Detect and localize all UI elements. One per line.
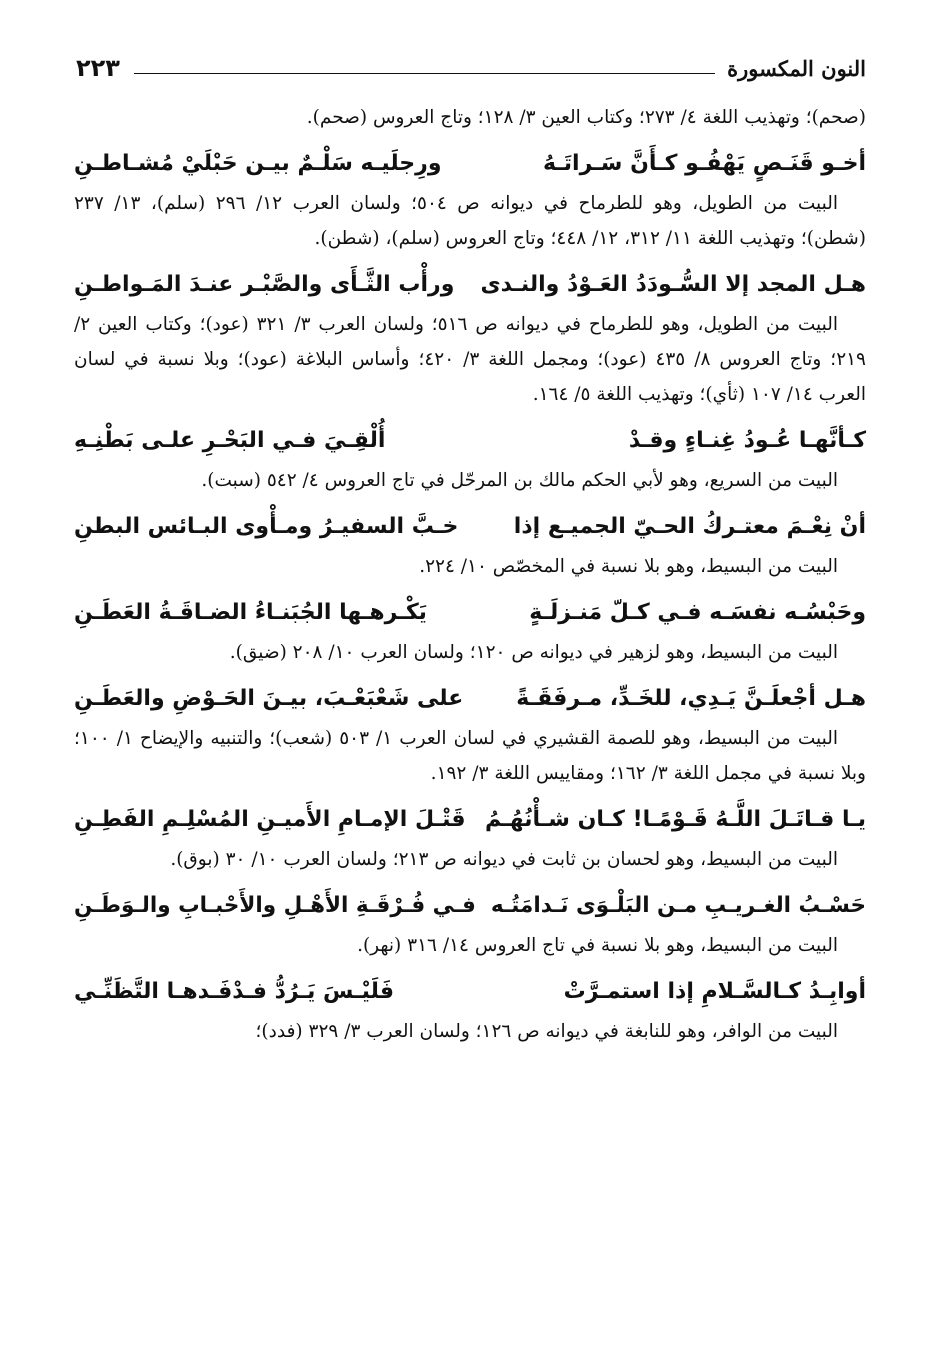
verse-source-note: البيت من الطويل، وهو للطرماح في ديوانه ص ٥١٦؛ ولسان العرب ٣/ ٣٢١ (عود)؛ وكتاب العين ٢/ ٢١٩؛ وتاج العروس ٨/ ٤٣٥ (عود)؛ ومجمل اللغة ٣/ ٤٢٠؛ وأساس البلاغة (عود)؛ وبلا نسبة في لسان العرب ١٤/ ١٠٧ (ثأي)؛ وتهذيب اللغة ٥/ ١٦٤. (74, 314, 866, 405)
verse-first-hemistich: هـل المجد إلا السُّـودَدُ العَـوْدُ والنـدى (480, 272, 866, 297)
verse-first-hemistich: هـل أجْعلَـنَّ يَـدِي، للخَـدِّ، مـرفَقَـةً (516, 686, 866, 711)
verse-entry (74, 591, 866, 670)
verse-source-note: البيت من البسيط، وهو بلا نسبة في المخصّص ١٠/ ٢٢٤. (419, 556, 838, 577)
verse-second-hemistich: قَتْـلَ الإمـامِ الأَميـنِ المُسْلِـمِ الفَطِـنِ (74, 807, 466, 832)
verse-first-hemistich: كـأنَّهـا عُـودُ غِنـاءٍ وقـدْ (628, 428, 866, 453)
verse-source-note: البيت من البسيط، وهو بلا نسبة في تاج العروس ١٤/ ٣١٦ (نهر). (357, 935, 838, 956)
continued-note: (صحم)؛ وتهذيب اللغة ٤/ ٢٧٣؛ وكتاب العين ٣/ ١٢٨؛ وتاج العروس (صحم). (306, 107, 866, 128)
verse-second-hemistich: ورأْب الثَّـأَى والصَّبْـر عنـدَ المَـواطـنِ (74, 272, 455, 297)
verse-entry (74, 142, 866, 256)
verse-entry (74, 798, 866, 877)
verse-source-note: البيت من البسيط، وهو لحسان بن ثابت في ديوانه ص ٢١٣؛ ولسان العرب ١٠/ ٣٠ (بوق). (170, 849, 838, 870)
verse-source-note: البيت من السريع، وهو لأبي الحكم مالك بن المرحّل في تاج العروس ٤/ ٥٤٢ (سبت). (201, 470, 838, 491)
page-body (74, 100, 866, 1055)
verse-entry (74, 263, 866, 412)
verse-entry (74, 970, 866, 1049)
poem-verse (74, 263, 866, 307)
poem-verse (74, 677, 866, 721)
poem-verse (74, 591, 866, 635)
verse-first-hemistich: أنْ نِعْـمَ معتـركُ الحـيّ الجميـع إذا (513, 514, 866, 539)
poem-verse (74, 505, 866, 549)
verse-second-hemistich: على شَعْبَعْـبَ، بيـنَ الحَـوْضِ والعَطَـنِ (74, 686, 464, 711)
header-rule (134, 73, 715, 74)
poem-verse (74, 798, 866, 842)
verse-second-hemistich: ورِجلَيـه سَلْـمٌ بيـن حَبْلَيْ مُشـاطـنِ (74, 151, 442, 176)
verse-first-hemistich: وحَبْسُـه نفسَـه فـي كـلّ مَنـزلَـةٍ (529, 600, 866, 625)
verse-second-hemistich: أُلْقِـيَ فـي البَحْـرِ علـى بَطْنِـهِ (74, 428, 386, 453)
verse-first-hemistich: أخـو قَنَـصٍ يَهْفُـو كـأَنَّ سَـراتَـهُ (542, 151, 866, 176)
chapter-title: النون المكسورة (727, 55, 866, 81)
verse-first-hemistich: حَسْـبُ الغـريـبِ مـن البَلْـوَى نَـدامَتُـه (490, 893, 866, 918)
verse-first-hemistich: يـا قـاتَـلَ اللَّـهُ قَـوْمًـا! كـان شـأْنُهُـمُ (484, 807, 866, 832)
verse-second-hemistich: خـبَّ السفيـرُ ومـأْوى البـائس البطنِ (74, 514, 459, 539)
page-number: ٢٢٣ (76, 54, 120, 82)
verse-source-note: البيت من الوافر، وهو للنابغة في ديوانه ص ١٢٦؛ ولسان العرب ٣/ ٣٢٩ (فدد)؛ (255, 1021, 838, 1042)
poem-verse (74, 970, 866, 1014)
verse-entries (74, 142, 866, 1049)
verse-entry (74, 419, 866, 498)
verse-entry (74, 884, 866, 963)
verse-entry (74, 677, 866, 791)
poem-verse (74, 884, 866, 928)
verse-second-hemistich: فَلَيْـسَ يَـرُدُّ فـدْفَـدهـا التَّظَنِّـي (74, 979, 394, 1004)
verse-source-note: البيت من البسيط، وهو لزهير في ديوانه ص ١٢٠؛ ولسان العرب ١٠/ ٢٠٨ (ضيق). (229, 642, 838, 663)
verse-second-hemistich: فـي فُـرْقَـةِ الأَهْـلِ والأَحْبـابِ والـوَطَـنِ (74, 893, 476, 918)
poem-verse (74, 419, 866, 463)
verse-source-note: البيت من الطويل، وهو للطرماح في ديوانه ص ٥٠٤؛ ولسان العرب ١٢/ ٢٩٦ (سلم)، ١٣/ ٢٣٧ (شطن)؛ وتهذيب اللغة ١١/ ٣١٢، ١٢/ ٤٤٨؛ وتاج العروس (سلم)، (شطن). (74, 193, 866, 249)
verse-entry (74, 505, 866, 584)
running-head (76, 48, 866, 88)
verse-second-hemistich: يَكْـرهـها الجُبَنـاءُ الضـاقَـةُ العَطَـنِ (74, 600, 427, 625)
poem-verse (74, 142, 866, 186)
verse-source-note: البيت من البسيط، وهو للصمة القشيري في لسان العرب ١/ ٥٠٣ (شعب)؛ والتنبيه والإيضاح ١/ ١٠٠؛ وبلا نسبة في مجمل اللغة ٣/ ١٦٢؛ ومقاييس اللغة ٣/ ١٩٢. (74, 728, 866, 784)
verse-first-hemistich: أوابِـدُ كـالسَّـلامِ إذا استمـرَّتْ (563, 979, 866, 1004)
